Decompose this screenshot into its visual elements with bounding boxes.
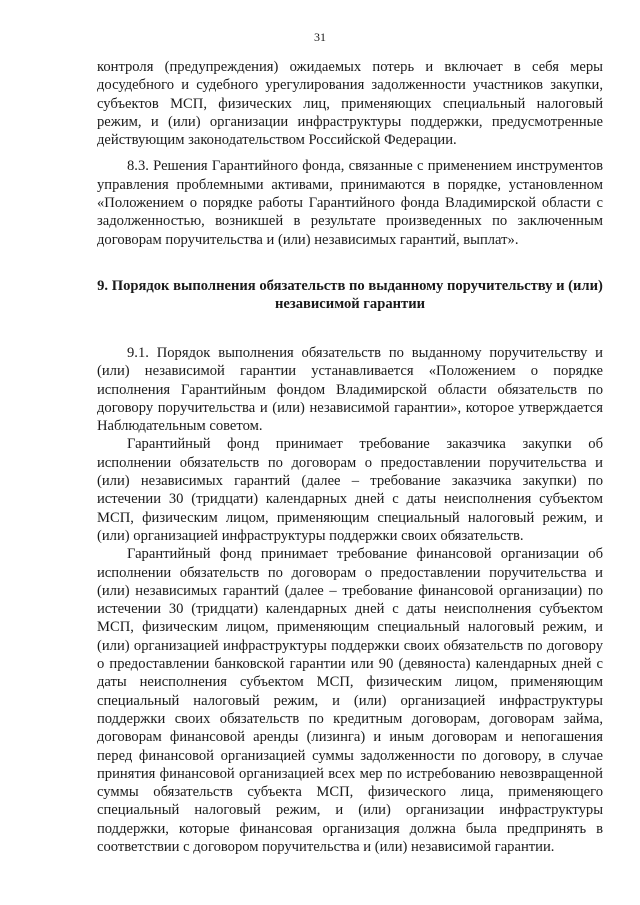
page-number: 31	[314, 30, 326, 44]
spacer	[97, 149, 603, 157]
paragraph-8-3: 8.3. Решения Гарантийного фонда, связанные с применением инструментов управления проблемными активами, принимаются в порядке, установленном «Положением о порядке работы Гарантийного фонда Владимирской области с задолженностью, возникшей в результате произведенных по заключенным договорам поручительства и (или) независимых гарантий, выплат».	[97, 158, 603, 248]
paragraph-continuation: контроля (предупреждения) ожидаемых потерь и включает в себя меры досудебного и судебного урегулирования задолженности участников закупки, субъектов МСП, физических лиц, применяющих специальный налоговый режим, и (или) организации инфраструктуры поддержки, предусмотренные действующим законодательством Российской Федерации.	[97, 59, 603, 149]
paragraph-9-1: 9.1. Порядок выполнения обязательств по выданному поручительству и (или) независимой гарантии устанавливается «Положением о порядке исполнения Гарантийным фондом Владимирской области обязательств по договору поручительства и (или) независимой гарантии», которое утверждается Наблюдательным советом.	[97, 344, 603, 435]
spacer	[97, 314, 603, 344]
section-9-heading: 9. Порядок выполнения обязательств по выданному поручительству и (или) независимой гарантии	[97, 277, 603, 313]
document-body	[97, 58, 603, 856]
paragraph-financial-claim: Гарантийный фонд принимает требование финансовой организации об исполнении обязательств по договорам о предоставлении поручительства и (или) независимых гарантий (далее – требование финансовой организации) по истечении 30 (тридцати) календарных дней с даты неисполнения субъектом МСП, физическим лицом, применяющим специальный налоговый режим, и (или) организацией инфраструктуры поддержки своих обязательств по договору о предоставлении банковской гарантии или 90 (девяноста) календарных дней с даты неисполнения субъектом МСП, физическим лицом, применяющим специальный налоговый режим, и (или) организацией инфраструктуры поддержки своих обязательств по кредитным договорам, договорам займа, договорам финансовой аренды (лизинга) и иным договорам и непогашения перед финансовой организацией суммы задолженности по договору, в случае принятия финансовой организацией всех мер по истребованию невозвращенной суммы обязательств субъекта МСП, физического лица, применяющего специальный налоговый режим, и (или) организации инфраструктуры поддержки, которые финансовая организация должна была предпринять в соответствии с договором поручительства и (или) независимой гарантии.	[97, 546, 603, 855]
paragraph-customer-claim: Гарантийный фонд принимает требование заказчика закупки об исполнении обязательств по договорам о предоставлении поручительства и (или) независимых гарантий (далее – требование заказчика закупки) по истечении 30 (тридцати) календарных дней с даты неисполнения субъектом МСП, физическим лицом, применяющим специальный налоговый режим, и (или) организацией инфраструктуры поддержки своих обязательств.	[97, 436, 603, 544]
